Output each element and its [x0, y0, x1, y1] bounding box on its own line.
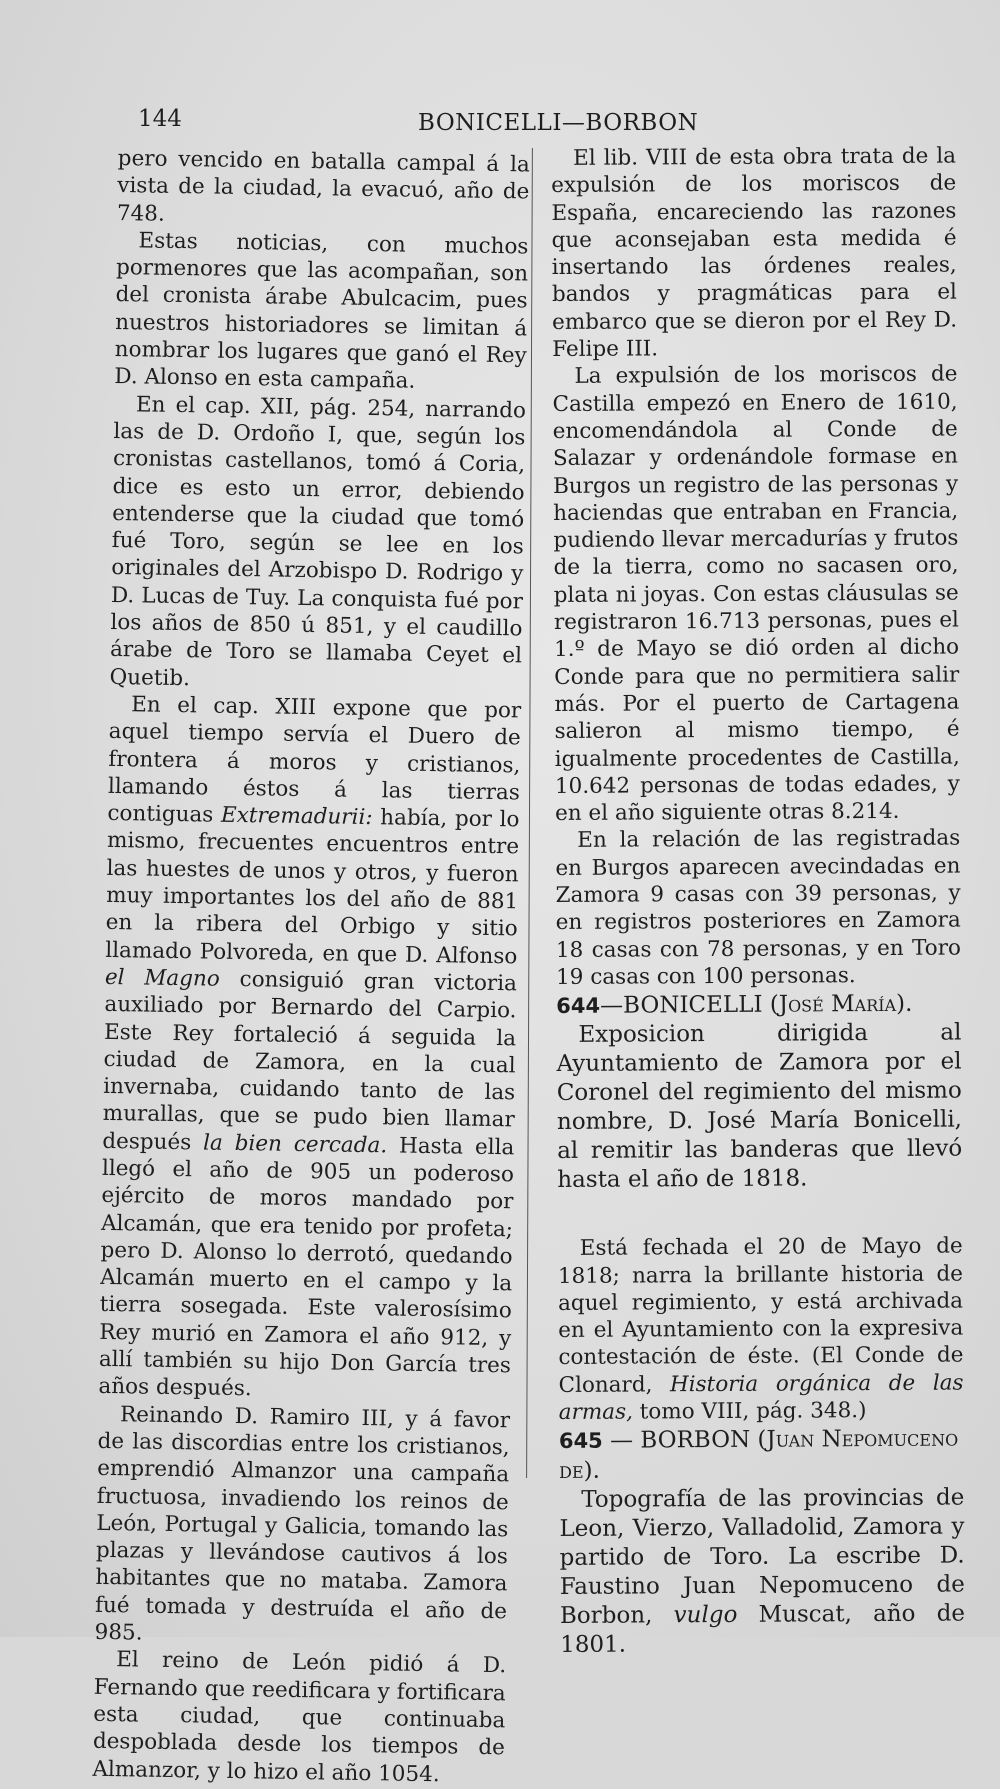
entry-given-name: (José María). [769, 991, 913, 1018]
page-number: 144 [138, 106, 182, 132]
text-run: Topografía de las provincias de Leon, Vierzo, Valladolid, Zamora y partido de Toro. La escribe D. Faustino Juan Nepomuceno de Borbon, [559, 1484, 965, 1630]
italic-text: vulgo [673, 1602, 738, 1629]
paragraph: Reinando D. Ramiro III, y á favor de las discordias entre los cristianos, emprendió Almanzor una campaña fructuosa, invadiendo los reinos de León, Portugal y Galicia, tomando las plazas y llevándose cautivos á los habitantes que no mataba. Zamora fué tomada y destruída el año de 985. [94, 1401, 511, 1646]
text-run: Está fechada el 20 de Mayo de 1818; narra la brillante historia de aquel regimiento, y está archivada en el Ayuntamiento con la expresiva contestación de éste. (El Conde de Clonard, [557, 1233, 964, 1398]
entry-surname: — BORBON [609, 1427, 751, 1454]
column-divider [526, 148, 533, 1478]
text-run: Muscat, año de 1801. [560, 1600, 966, 1659]
paragraph: Estas noticias, con muchos pormenores que las acompañan, son del cronista árabe Abulcacim, pues nuestros historiadores se limitan á nombrar los lugares que ganó el Rey D. Alonso en esta campaña. [114, 228, 529, 395]
entry-heading-645 [559, 1424, 964, 1486]
entry-description: Exposicion dirigida al Ayuntamiento de Zamora por el Coronel del regimiento del mismo nombre, D. José María Bonicelli, al remitir las banderas que llevó hasta el año de 1818. [556, 1019, 963, 1194]
entry-number: 645 [558, 1428, 603, 1454]
text-run: En el cap. XIII expone que por aquel tiempo servía el Duero de frontera á moros y cristianos, llamando éstos á las tierras contiguas [107, 692, 522, 828]
running-head: BONICELLI—BORBON [418, 110, 699, 136]
paragraph: pero vencido en batalla campal á la vista de la ciudad, la evacuó, año de 748. [116, 145, 530, 227]
text-run: tomo VIII, pág. 348.) [639, 1398, 867, 1425]
italic-text: la bien cercada. [202, 1130, 388, 1159]
italic-text: el Magno [104, 964, 220, 992]
text-run: había, por lo mismo, frecuentes encuentros entre las huestes de unos y otros, y fueron muy importantes los del año de 881 en la ribera del Orbigo y sitio llamado Polvoreda, en que D. Alfonso [105, 805, 520, 969]
italic-text: Historia orgánica de las armas, [558, 1370, 964, 1425]
left-column [92, 145, 530, 1789]
right-column [551, 143, 965, 1661]
paragraph [98, 691, 521, 1407]
entry-description [559, 1484, 965, 1660]
entry-note [558, 1233, 964, 1427]
text-run: Hasta ella llegó el año de 905 un poderoso ejército de moros mandado por Alcamán, que era tenido por profeta; pero D. Alonso lo derrotó, quedando Alcamán muerto en el campo y la tierra sosegada. Este valerosísimo Rey murió en Zamora el año 912, y allí también su hijo Don García tres años después. [98, 1133, 515, 1402]
paragraph: En el cap. XII, pág. 254, narrando las de D. Ordoño I, que, según los cronistas castellanos, tomó á Coria, dice es esto un error, debiendo entenderse que la ciudad que tomó fué Toro, según se lee en los originales del Arzobispo D. Rodrigo y D. Lucas de Tuy. La conquista fué por los años de 850 ú 851, y el caudillo árabe de Toro se llamaba Ceyet el Quetib. [109, 391, 527, 691]
entry-number: 644 [556, 993, 601, 1019]
paragraph: La expulsión de los moriscos de Castilla empezó en Enero de 1610, encomendándola al Conde de Salazar y ordenándole formase en Burgos un registro de las personas y haciendas que entraban en Francia, pudiendo llevar mercadurías y frutos de la tierra, como no sacasen oro, plata ni joyas. Con estas cláusulas se registraron 16.713 personas, pues el 1.º de Mayo se dió orden al dicho Conde para que no permitiera salir más. Por el puerto de Cartagena salieron al mismo tiempo, é igualmente procedentes de Castilla, 10.642 personas de todas edades, y en el año siguiente otras 8.214. [552, 361, 960, 827]
paragraph: En la relación de las registradas en Burgos aparecen avecindadas en Zamora 9 casas con 39 personas, y en registros posteriores en Zamora 18 casas con 78 personas, y en Toro 19 casas con 100 personas. [555, 825, 961, 990]
paragraph: El lib. VIII de esta obra trata de la expulsión de los moriscos de España, encareciendo las razones que aconsejaban esta medida é insertando las órdenes reales, bandos y pragmáticas para el embarco que se dieron por el Rey D. Felipe III. [551, 143, 958, 363]
text-run: consiguió gran victoria auxiliado por Bernardo del Carpio. Este Rey fortaleció á seguida la ciudad de Zamora, en la cual invernaba, cuidando tanto de las murallas, que se pudo bien llamar después [102, 966, 518, 1155]
entry-surname: —BONICELLI [600, 991, 763, 1019]
paragraph: El reino de León pidió á D. Fernando que reedificara y fortificara esta ciudad, que continuaba despoblada desde los tiempos de Almanzor, y lo hizo el año 1054. [92, 1647, 507, 1787]
italic-text: Extremadurii: [220, 802, 373, 831]
entry-heading-644 [556, 989, 961, 1021]
entry-given-name: (Juan Nepomuceno de). [559, 1425, 959, 1485]
